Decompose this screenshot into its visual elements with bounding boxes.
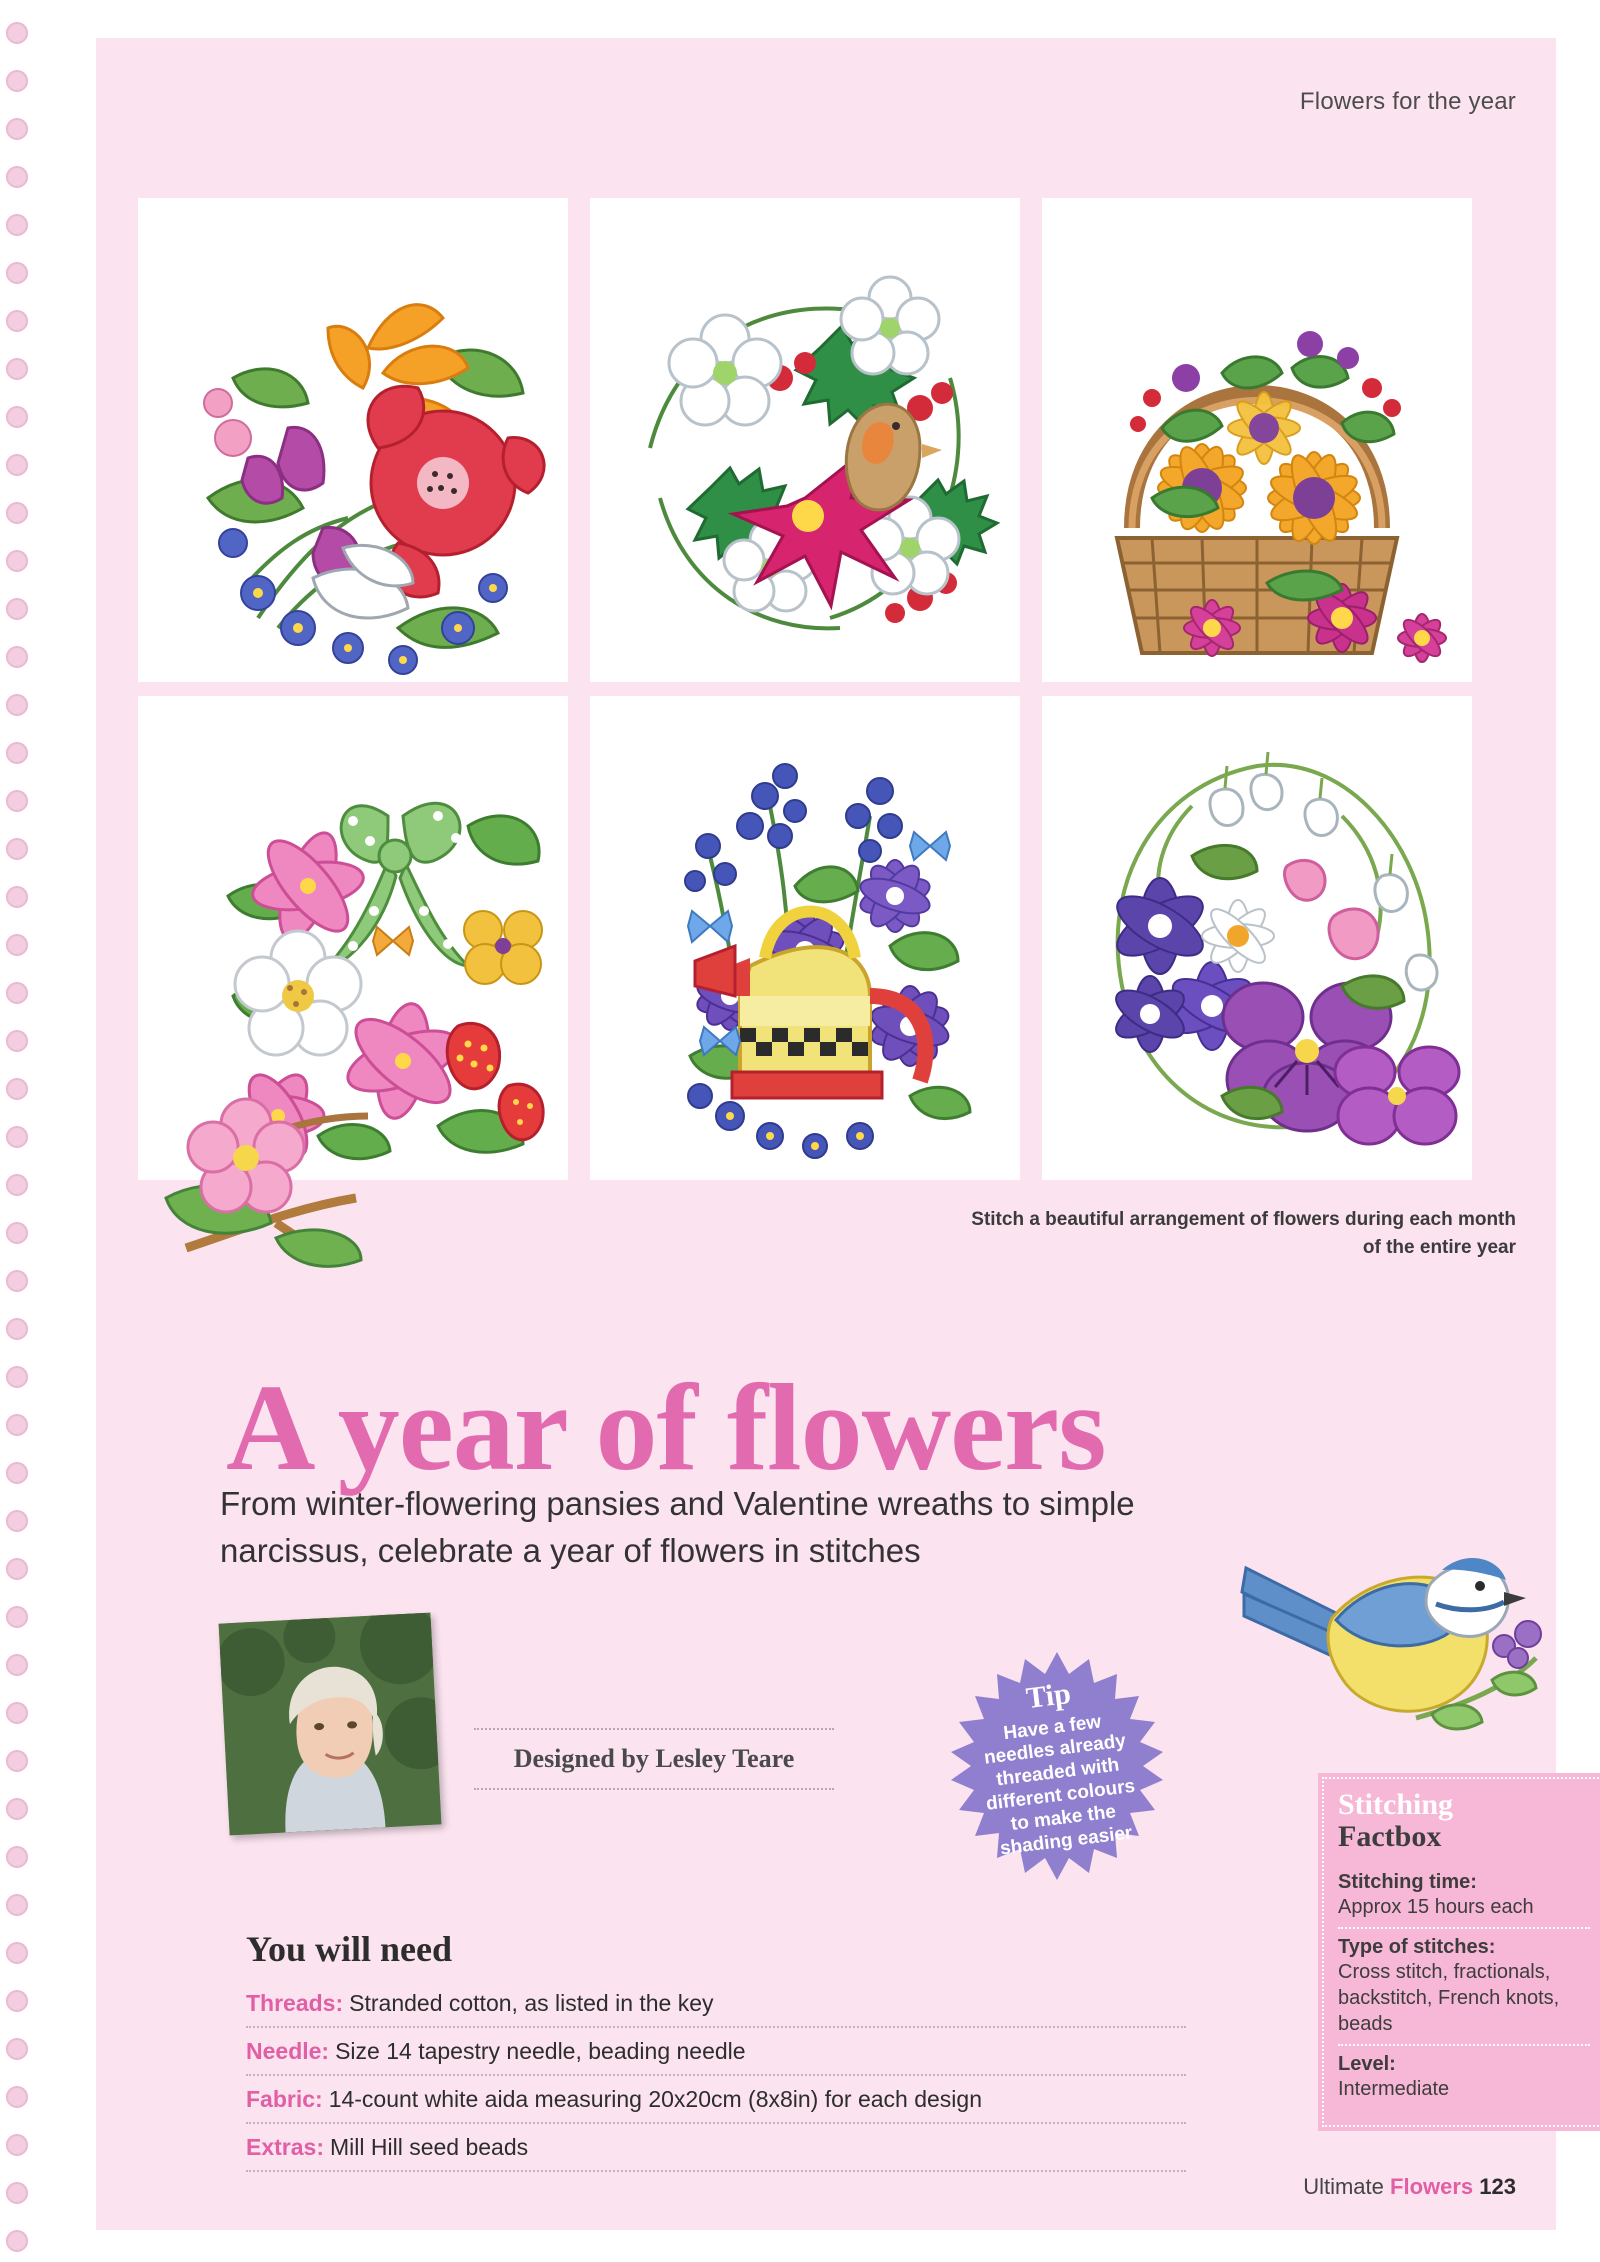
factbox-title-line2: Factbox <box>1338 1819 1442 1853</box>
page-title: A year of flowers <box>226 1359 1106 1497</box>
factbox-label: Type of stitches: <box>1338 1936 1496 1958</box>
factbox-row <box>1338 1929 1590 2046</box>
designer-credit: Designed by Lesley Teare <box>474 1728 834 1790</box>
running-head: Flowers for the year <box>1299 88 1516 115</box>
design-thumbnail-pansy-and-snowdrop-wreath[interactable] <box>1042 696 1472 1180</box>
factbox-value: Approx 15 hours each <box>1338 1896 1534 1918</box>
design-thumbnail-autumn-bouquet[interactable] <box>138 198 568 682</box>
you-will-need-value: Size 14 tapestry needle, beading needle <box>335 2038 746 2064</box>
factbox-row <box>1338 2046 1590 2109</box>
design-gallery <box>138 198 1518 1180</box>
tip-body: Have a few needles already threaded with different colours to make the shading easier <box>982 1710 1137 1860</box>
factbox-value: Intermediate <box>1338 2078 1450 2100</box>
folio-prefix: Ultimate <box>1303 2174 1384 2199</box>
folio-page-number: 123 <box>1479 2174 1516 2199</box>
you-will-need-value: 14-count white aida measuring 20x20cm (8x8in) for each design <box>328 2086 982 2112</box>
folio <box>1303 2174 1516 2200</box>
you-will-need-title: You will need <box>246 1929 453 1969</box>
you-will-need-key: Fabric: <box>246 2086 323 2112</box>
factbox-row <box>1338 1864 1590 1929</box>
you-will-need-value: Mill Hill seed beads <box>329 2134 529 2160</box>
factbox-label: Stitching time: <box>1338 1871 1477 1893</box>
you-will-need-key: Needle: <box>246 2038 330 2064</box>
stitching-factbox <box>1318 1773 1600 2131</box>
standfirst: From winter-flowering pansies and Valentine wreaths to simple narcissus, celebrate a year of flowers in stitches <box>220 1485 1135 1569</box>
you-will-need-row <box>246 2124 1186 2172</box>
you-will-need-block <box>246 1928 1186 2172</box>
you-will-need-row <box>246 2028 1186 2076</box>
gallery-caption: Stitch a beautiful arrangement of flowers during each month of the entire year <box>971 1209 1516 1258</box>
spiral-binding <box>0 0 96 2262</box>
design-thumbnail-spring-blossom-and-bow[interactable] <box>138 696 568 1180</box>
design-thumbnail-sunflower-basket[interactable] <box>1042 198 1472 682</box>
design-thumbnail-christmas-holly-and-robin[interactable] <box>590 198 1020 682</box>
you-will-need-value: Stranded cotton, as listed in the key <box>349 1990 714 2016</box>
you-will-need-key: Extras: <box>246 2134 324 2160</box>
tip-title: Tip <box>1024 1676 1073 1715</box>
designer-portrait <box>219 1613 442 1836</box>
factbox-title-line1: Stitching <box>1338 1788 1454 1821</box>
page-sheet <box>96 38 1560 2230</box>
you-will-need-row <box>246 2076 1186 2124</box>
folio-brand: Flowers <box>1390 2174 1474 2199</box>
design-thumbnail-watering-can-with-bluebells[interactable] <box>590 696 1020 1180</box>
tip-callout <box>941 1650 1173 1882</box>
you-will-need-row <box>246 1980 1186 2028</box>
blue-tit-illustration <box>1236 1508 1556 1778</box>
factbox-label: Level: <box>1338 2053 1396 2075</box>
you-will-need-key: Threads: <box>246 1990 344 2016</box>
factbox-value: Cross stitch, fractionals, backstitch, French knots, beads <box>1338 1961 1560 2035</box>
